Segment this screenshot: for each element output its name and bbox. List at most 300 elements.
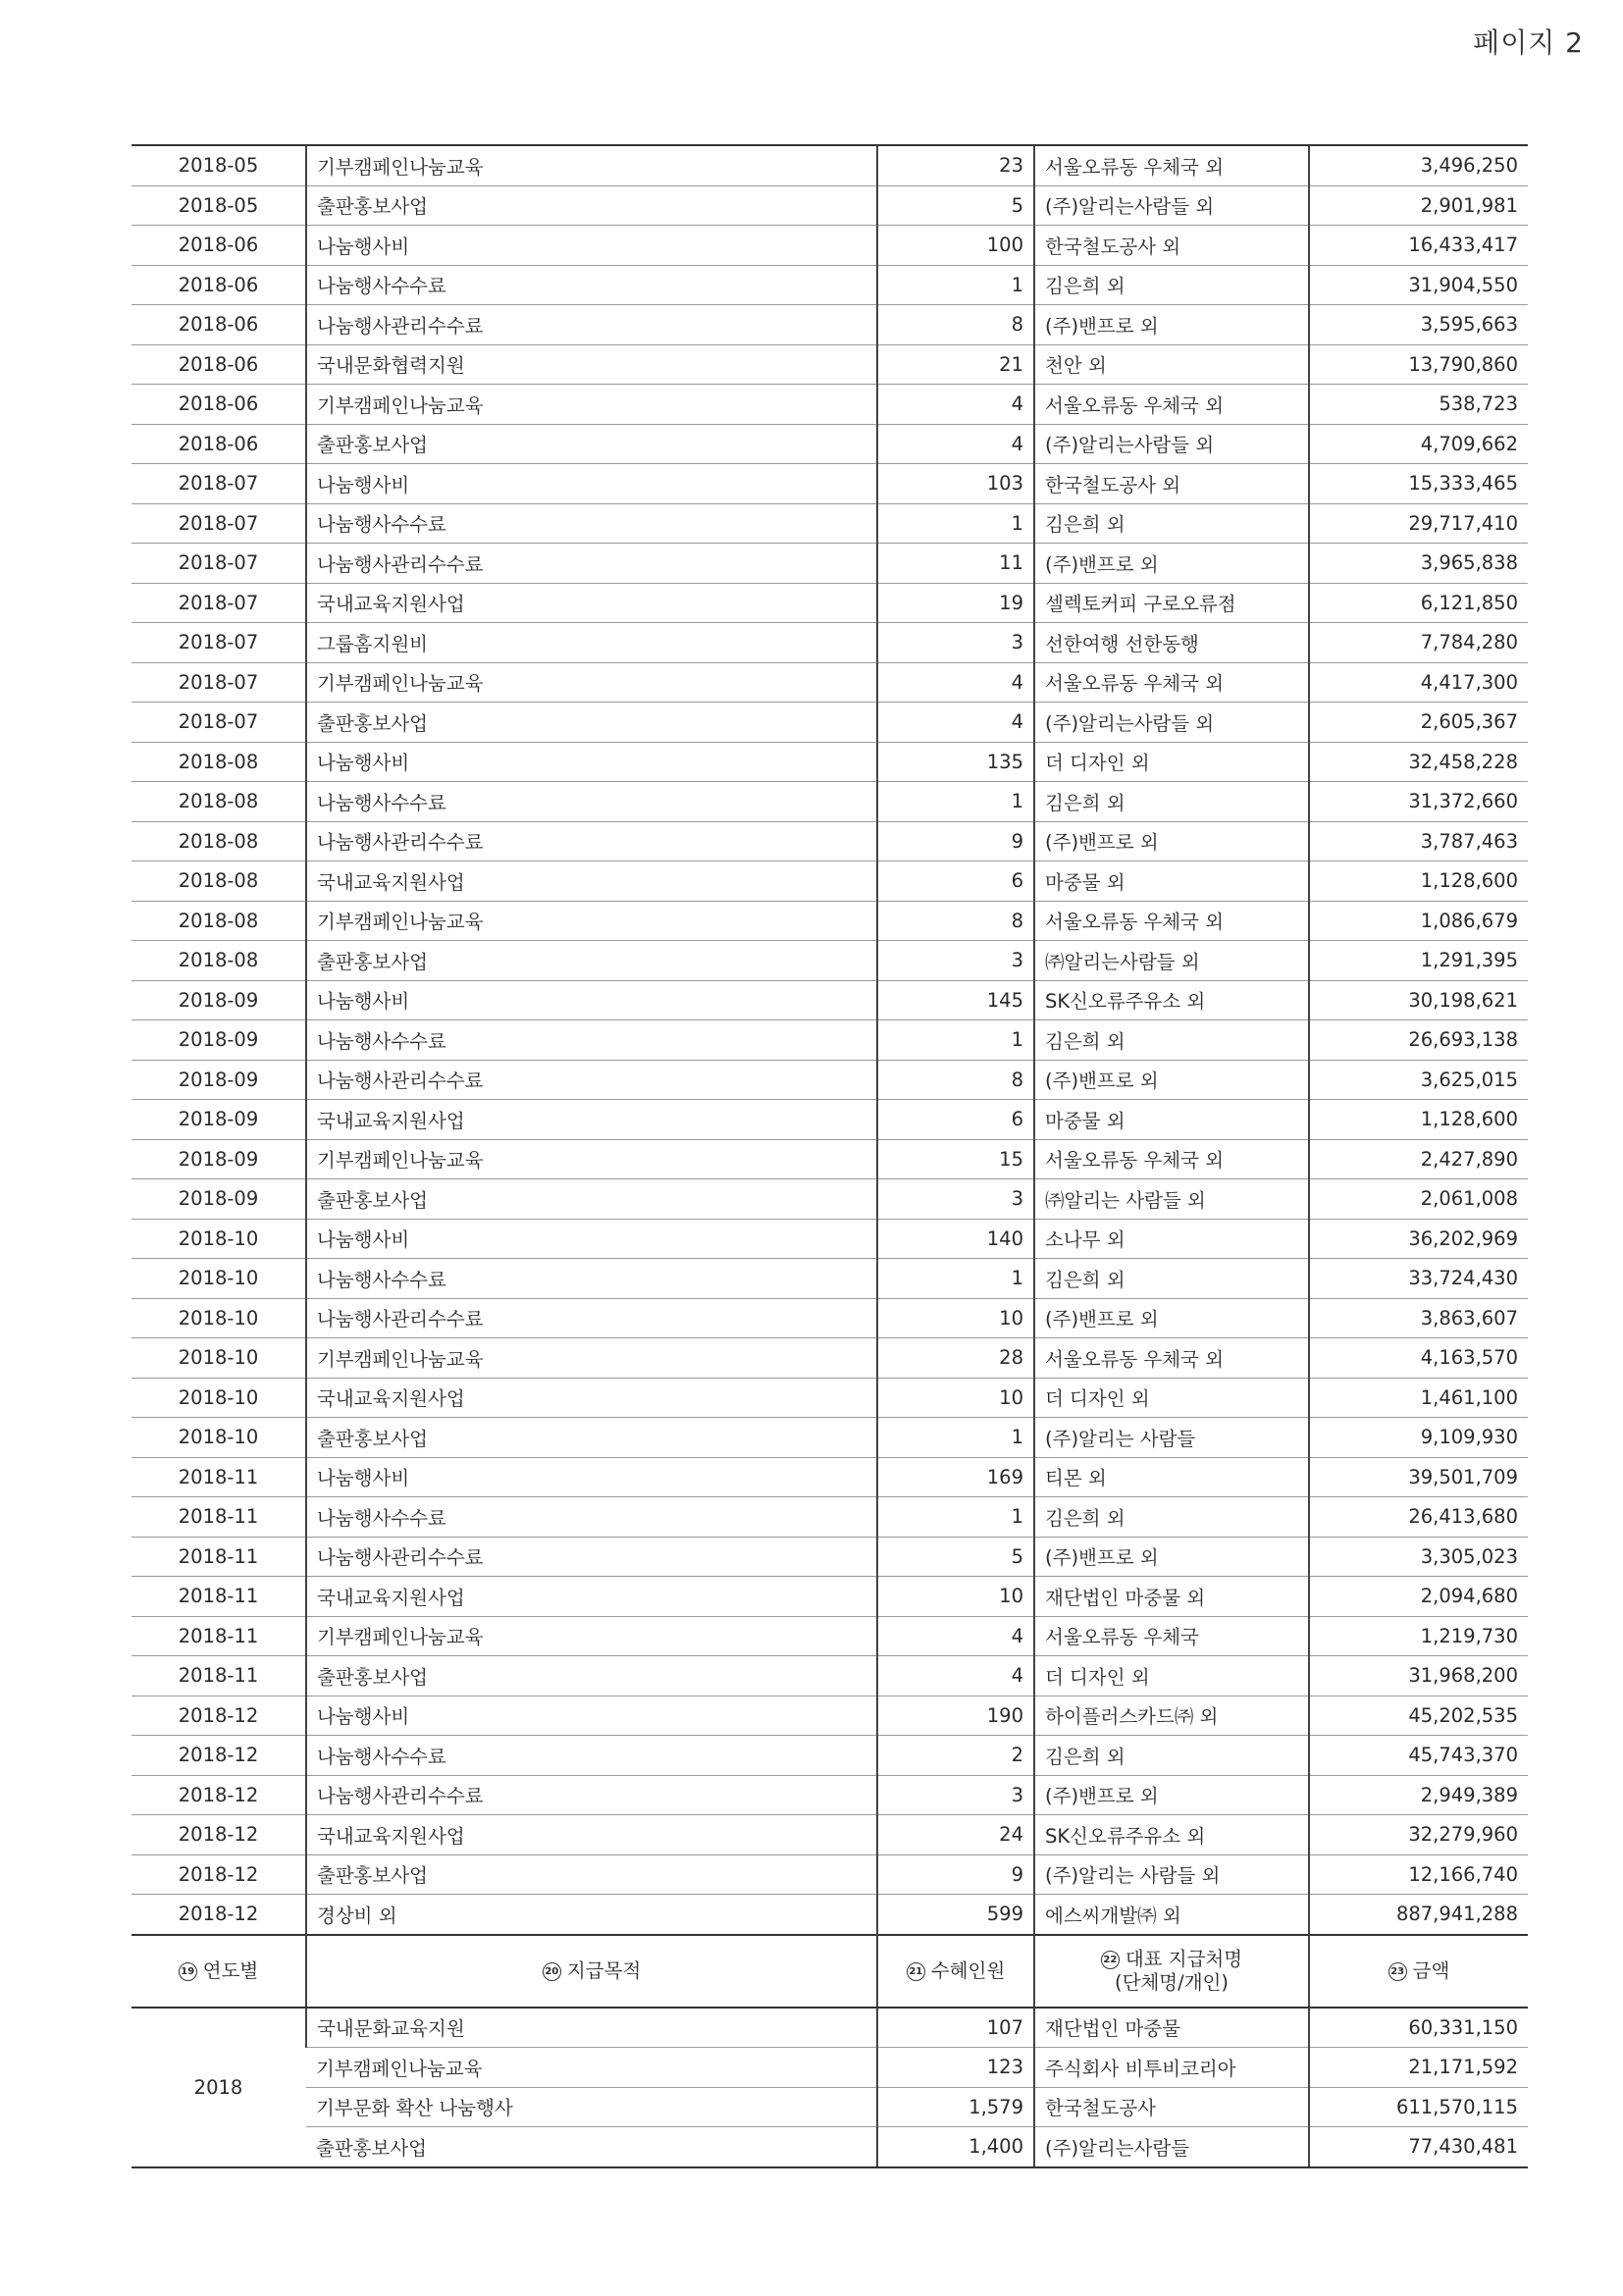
row-amount: 887,941,288 [1309,1895,1528,1935]
summary-amount: 77,430,481 [1309,2127,1528,2167]
row-recipients: 8 [877,901,1034,941]
row-date: 2018-08 [131,861,306,902]
row-recipients: 4 [877,424,1034,464]
table-row [131,226,1528,266]
table-row [131,662,1528,703]
row-recipients: 4 [877,703,1034,743]
row-purpose: 나눔행사수수료 [306,1020,877,1061]
row-amount: 2,061,008 [1309,1179,1528,1220]
table-row [131,1219,1528,1259]
table-row [131,424,1528,464]
table-row [131,305,1528,345]
row-date: 2018-06 [131,265,306,305]
table-row [131,980,1528,1020]
row-payee: 서울오류동 우체국 외 [1034,901,1309,941]
row-date: 2018-06 [131,226,306,266]
row-purpose: 나눔행사관리수수료 [306,821,877,861]
row-payee: 한국철도공사 외 [1034,226,1309,266]
table-row [131,1537,1528,1577]
row-date: 2018-12 [131,1775,306,1815]
row-recipients: 1 [877,1497,1034,1538]
row-payee: (주)밴프로 외 [1034,305,1309,345]
row-recipients: 9 [877,821,1034,861]
column-header-row [131,1935,1528,2008]
table-row [131,265,1528,305]
table-row [131,1298,1528,1338]
row-purpose: 나눔행사비 [306,226,877,266]
row-purpose: 출판홍보사업 [306,185,877,226]
row-payee: 서울오류동 우체국 외 [1034,662,1309,703]
row-recipients: 1 [877,1020,1034,1061]
summary-payee: 재단법인 마중물 [1034,2008,1309,2048]
row-purpose: 국내문화협력지원 [306,344,877,385]
row-payee: (주)알리는 사람들 외 [1034,1854,1309,1895]
row-amount: 538,723 [1309,385,1528,425]
row-purpose: 출판홍보사업 [306,1854,877,1895]
row-purpose: 나눔행사관리수수료 [306,1537,877,1577]
row-purpose: 나눔행사관리수수료 [306,1298,877,1338]
row-amount: 15,333,465 [1309,464,1528,504]
summary-payee: 주식회사 비투비코리아 [1034,2048,1309,2088]
row-recipients: 28 [877,1338,1034,1379]
row-purpose: 국내교육지원사업 [306,1577,877,1617]
header-recipients [877,1935,1034,2008]
row-recipients: 8 [877,305,1034,345]
header-payee-label: 대표 지급처명 [1125,1947,1243,1970]
row-payee: (주)밴프로 외 [1034,821,1309,861]
row-recipients: 21 [877,344,1034,385]
row-purpose: 국내교육지원사업 [306,583,877,623]
header-year-label: 연도별 [202,1958,259,1982]
table-row [131,464,1528,504]
page-number-label: 페이지 2 [1473,26,1584,59]
row-recipients: 1 [877,1259,1034,1299]
table-row [131,1338,1528,1379]
row-date: 2018-06 [131,305,306,345]
row-payee: 김은희 외 [1034,503,1309,544]
row-amount: 4,709,662 [1309,424,1528,464]
row-purpose: 나눔행사수수료 [306,503,877,544]
row-amount: 6,121,850 [1309,583,1528,623]
row-purpose: 기부캠페인나눔교육 [306,662,877,703]
row-amount: 2,949,389 [1309,1775,1528,1815]
row-date: 2018-12 [131,1696,306,1736]
row-payee: 마중물 외 [1034,1100,1309,1140]
row-amount: 13,790,860 [1309,344,1528,385]
row-date: 2018-08 [131,901,306,941]
table-row [131,145,1528,185]
row-amount: 1,461,100 [1309,1378,1528,1418]
summary-purpose: 기부문화 확산 나눔행사 [306,2087,877,2127]
row-purpose: 출판홍보사업 [306,1179,877,1220]
table-row [131,1577,1528,1617]
row-amount: 3,625,015 [1309,1060,1528,1100]
summary-purpose: 기부캠페인나눔교육 [306,2048,877,2088]
row-payee: 더 디자인 외 [1034,1378,1309,1418]
table-row [131,1736,1528,1776]
summary-row [131,2087,1528,2127]
row-payee: 서울오류동 우체국 외 [1034,385,1309,425]
table-row [131,1616,1528,1656]
table-row [131,1457,1528,1497]
row-payee: 김은희 외 [1034,1497,1309,1538]
row-purpose: 나눔행사비 [306,464,877,504]
row-date: 2018-11 [131,1616,306,1656]
row-date: 2018-09 [131,1060,306,1100]
summary-payee: 한국철도공사 [1034,2087,1309,2127]
row-amount: 45,743,370 [1309,1736,1528,1776]
row-recipients: 6 [877,861,1034,902]
summary-row [131,2048,1528,2088]
row-date: 2018-08 [131,821,306,861]
row-payee: 김은희 외 [1034,1259,1309,1299]
payment-table [131,144,1528,2168]
row-purpose: 나눔행사관리수수료 [306,305,877,345]
header-payee-sublabel: (단체명/개인) [1115,1970,1229,1994]
row-purpose: 나눔행사수수료 [306,1736,877,1776]
row-recipients: 1 [877,782,1034,822]
row-date: 2018-06 [131,344,306,385]
row-purpose: 출판홍보사업 [306,703,877,743]
table-row [131,1895,1528,1935]
table-row [131,1815,1528,1855]
row-date: 2018-07 [131,703,306,743]
table-row [131,1418,1528,1458]
row-date: 2018-09 [131,1020,306,1061]
table-row [131,1696,1528,1736]
row-recipients: 10 [877,1577,1034,1617]
circled-number-21: 21 [907,1962,925,1981]
row-payee: 에스씨개발㈜ 외 [1034,1895,1309,1935]
summary-header [131,1935,1528,2008]
row-payee: 김은희 외 [1034,782,1309,822]
circled-number-19: 19 [179,1962,197,1981]
row-purpose: 기부캠페인나눔교육 [306,1338,877,1379]
row-recipients: 599 [877,1895,1034,1935]
row-amount: 3,496,250 [1309,145,1528,185]
row-payee: ㈜알리는 사람들 외 [1034,1179,1309,1220]
row-purpose: 나눔행사수수료 [306,1259,877,1299]
summary-recipients: 123 [877,2048,1034,2088]
row-date: 2018-12 [131,1815,306,1855]
row-purpose: 경상비 외 [306,1895,877,1935]
header-payee [1034,1935,1309,2008]
row-recipients: 103 [877,464,1034,504]
table-row [131,1139,1528,1179]
row-payee: 서울오류동 우체국 외 [1034,1338,1309,1379]
row-recipients: 1 [877,265,1034,305]
row-date: 2018-09 [131,1139,306,1179]
row-amount: 1,219,730 [1309,1616,1528,1656]
row-amount: 3,787,463 [1309,821,1528,861]
table-row [131,544,1528,584]
row-amount: 26,693,138 [1309,1020,1528,1061]
row-date: 2018-11 [131,1577,306,1617]
row-date: 2018-07 [131,662,306,703]
table-row [131,1179,1528,1220]
table-row [131,901,1528,941]
row-recipients: 3 [877,1179,1034,1220]
row-payee: 더 디자인 외 [1034,1656,1309,1696]
row-payee: (주)밴프로 외 [1034,1537,1309,1577]
row-purpose: 그룹홈지원비 [306,623,877,663]
row-amount: 1,086,679 [1309,901,1528,941]
row-date: 2018-10 [131,1298,306,1338]
row-amount: 4,163,570 [1309,1338,1528,1379]
row-payee: 셀렉토커피 구로오류점 [1034,583,1309,623]
header-amount [1309,1935,1528,2008]
row-amount: 31,968,200 [1309,1656,1528,1696]
row-amount: 31,372,660 [1309,782,1528,822]
row-date: 2018-10 [131,1338,306,1379]
row-date: 2018-08 [131,742,306,782]
row-recipients: 10 [877,1378,1034,1418]
table-row [131,941,1528,981]
row-date: 2018-07 [131,623,306,663]
row-recipients: 1 [877,503,1034,544]
row-amount: 7,784,280 [1309,623,1528,663]
table-row [131,782,1528,822]
summary-row [131,2127,1528,2167]
row-date: 2018-07 [131,583,306,623]
row-date: 2018-09 [131,1179,306,1220]
table-row [131,344,1528,385]
row-amount: 1,128,600 [1309,1100,1528,1140]
row-purpose: 출판홍보사업 [306,1418,877,1458]
circled-number-20: 20 [543,1962,561,1981]
row-recipients: 5 [877,1537,1034,1577]
row-recipients: 3 [877,941,1034,981]
row-recipients: 2 [877,1736,1034,1776]
row-date: 2018-06 [131,385,306,425]
row-recipients: 100 [877,226,1034,266]
row-date: 2018-09 [131,1100,306,1140]
row-payee: 마중물 외 [1034,861,1309,902]
header-amount-label: 금액 [1412,1958,1450,1982]
row-purpose: 기부캠페인나눔교육 [306,385,877,425]
row-purpose: 기부캠페인나눔교육 [306,1616,877,1656]
table-row [131,1100,1528,1140]
row-amount: 30,198,621 [1309,980,1528,1020]
row-recipients: 9 [877,1854,1034,1895]
row-purpose: 기부캠페인나눔교육 [306,1139,877,1179]
summary-purpose: 출판홍보사업 [306,2127,877,2167]
row-recipients: 23 [877,145,1034,185]
row-payee: 서울오류동 우체국 외 [1034,145,1309,185]
table-row [131,583,1528,623]
header-purpose [306,1935,877,2008]
row-recipients: 4 [877,662,1034,703]
table-row [131,1259,1528,1299]
circled-number-22: 22 [1101,1951,1120,1969]
row-amount: 3,863,607 [1309,1298,1528,1338]
row-payee: 선한여행 선한동행 [1034,623,1309,663]
row-amount: 33,724,430 [1309,1259,1528,1299]
row-recipients: 4 [877,1656,1034,1696]
table-row [131,1020,1528,1061]
summary-recipients: 1,400 [877,2127,1034,2167]
table-row [131,742,1528,782]
row-recipients: 5 [877,185,1034,226]
table-row [131,1775,1528,1815]
row-payee: 하이플러스카드㈜ 외 [1034,1696,1309,1736]
row-amount: 3,305,023 [1309,1537,1528,1577]
row-date: 2018-10 [131,1378,306,1418]
row-amount: 32,458,228 [1309,742,1528,782]
row-payee: (주)알리는사람들 외 [1034,424,1309,464]
row-recipients: 8 [877,1060,1034,1100]
row-payee: (주)밴프로 외 [1034,1298,1309,1338]
summary-rows [131,2008,1528,2167]
table-row [131,1854,1528,1895]
row-date: 2018-12 [131,1854,306,1895]
summary-year: 2018 [131,2008,306,2167]
row-amount: 1,128,600 [1309,861,1528,902]
row-payee: 서울오류동 우체국 외 [1034,1139,1309,1179]
row-purpose: 기부캠페인나눔교육 [306,901,877,941]
row-recipients: 6 [877,1100,1034,1140]
row-payee: SK신오류주유소 외 [1034,1815,1309,1855]
row-purpose: 기부캠페인나눔교육 [306,145,877,185]
table-row [131,503,1528,544]
row-payee: (주)알리는사람들 외 [1034,185,1309,226]
table-row [131,1656,1528,1696]
row-amount: 32,279,960 [1309,1815,1528,1855]
row-payee: 티몬 외 [1034,1457,1309,1497]
row-recipients: 1 [877,1418,1034,1458]
table-row [131,861,1528,902]
summary-recipients: 107 [877,2008,1034,2048]
row-recipients: 190 [877,1696,1034,1736]
header-purpose-label: 지급목적 [566,1958,642,1982]
row-payee: SK신오류주유소 외 [1034,980,1309,1020]
table-row [131,821,1528,861]
table-row [131,385,1528,425]
row-date: 2018-08 [131,941,306,981]
row-payee: 김은희 외 [1034,1020,1309,1061]
row-amount: 16,433,417 [1309,226,1528,266]
row-payee: ㈜알리는사람들 외 [1034,941,1309,981]
row-payee: 재단법인 마중물 외 [1034,1577,1309,1617]
row-purpose: 나눔행사관리수수료 [306,1775,877,1815]
row-purpose: 국내교육지원사업 [306,1378,877,1418]
row-recipients: 15 [877,1139,1034,1179]
row-date: 2018-12 [131,1736,306,1776]
row-payee: (주)알리는 사람들 [1034,1418,1309,1458]
row-amount: 31,904,550 [1309,265,1528,305]
row-date: 2018-06 [131,424,306,464]
row-payee: 더 디자인 외 [1034,742,1309,782]
row-date: 2018-10 [131,1219,306,1259]
row-purpose: 나눔행사비 [306,742,877,782]
table-row [131,1378,1528,1418]
row-amount: 2,901,981 [1309,185,1528,226]
table-row [131,185,1528,226]
row-amount: 3,595,663 [1309,305,1528,345]
header-year [131,1935,306,2008]
row-recipients: 140 [877,1219,1034,1259]
row-amount: 12,166,740 [1309,1854,1528,1895]
circled-number-23: 23 [1388,1962,1407,1981]
row-amount: 45,202,535 [1309,1696,1528,1736]
row-amount: 3,965,838 [1309,544,1528,584]
row-purpose: 나눔행사수수료 [306,265,877,305]
row-date: 2018-11 [131,1656,306,1696]
row-recipients: 4 [877,1616,1034,1656]
summary-payee: (주)알리는사람들 [1034,2127,1309,2167]
row-recipients: 19 [877,583,1034,623]
summary-purpose: 국내문화교육지원 [306,2008,877,2048]
monthly-rows [131,145,1528,1935]
row-date: 2018-05 [131,185,306,226]
row-purpose: 출판홍보사업 [306,1656,877,1696]
row-payee: (주)밴프로 외 [1034,544,1309,584]
row-payee: (주)알리는사람들 외 [1034,703,1309,743]
row-date: 2018-11 [131,1457,306,1497]
row-purpose: 출판홍보사업 [306,941,877,981]
row-amount: 2,427,890 [1309,1139,1528,1179]
row-payee: 김은희 외 [1034,265,1309,305]
row-purpose: 나눔행사수수료 [306,1497,877,1538]
row-purpose: 나눔행사관리수수료 [306,544,877,584]
row-purpose: 국내교육지원사업 [306,861,877,902]
row-amount: 2,094,680 [1309,1577,1528,1617]
header-recipients-label: 수혜인원 [930,1958,1006,1982]
row-recipients: 3 [877,623,1034,663]
row-purpose: 나눔행사비 [306,1219,877,1259]
row-recipients: 11 [877,544,1034,584]
row-payee: (주)밴프로 외 [1034,1060,1309,1100]
row-amount: 2,605,367 [1309,703,1528,743]
row-purpose: 국내교육지원사업 [306,1100,877,1140]
row-recipients: 169 [877,1457,1034,1497]
row-recipients: 24 [877,1815,1034,1855]
row-date: 2018-05 [131,145,306,185]
row-payee: 천안 외 [1034,344,1309,385]
row-payee: 소나무 외 [1034,1219,1309,1259]
row-payee: 서울오류동 우체국 [1034,1616,1309,1656]
row-date: 2018-10 [131,1259,306,1299]
row-amount: 4,417,300 [1309,662,1528,703]
summary-row [131,2008,1528,2048]
table-row [131,623,1528,663]
summary-amount: 21,171,592 [1309,2048,1528,2088]
row-amount: 9,109,930 [1309,1418,1528,1458]
row-date: 2018-12 [131,1895,306,1935]
row-payee: 김은희 외 [1034,1736,1309,1776]
row-date: 2018-08 [131,782,306,822]
row-date: 2018-11 [131,1497,306,1538]
row-date: 2018-09 [131,980,306,1020]
summary-amount: 60,331,150 [1309,2008,1528,2048]
row-recipients: 145 [877,980,1034,1020]
row-purpose: 나눔행사비 [306,1457,877,1497]
row-amount: 36,202,969 [1309,1219,1528,1259]
row-amount: 39,501,709 [1309,1457,1528,1497]
row-recipients: 4 [877,385,1034,425]
table-row [131,1060,1528,1100]
row-payee: 한국철도공사 외 [1034,464,1309,504]
row-payee: (주)밴프로 외 [1034,1775,1309,1815]
row-purpose: 출판홍보사업 [306,424,877,464]
row-recipients: 135 [877,742,1034,782]
row-date: 2018-10 [131,1418,306,1458]
row-purpose: 나눔행사수수료 [306,782,877,822]
row-purpose: 나눔행사비 [306,1696,877,1736]
row-recipients: 3 [877,1775,1034,1815]
row-amount: 1,291,395 [1309,941,1528,981]
table-row [131,1497,1528,1538]
